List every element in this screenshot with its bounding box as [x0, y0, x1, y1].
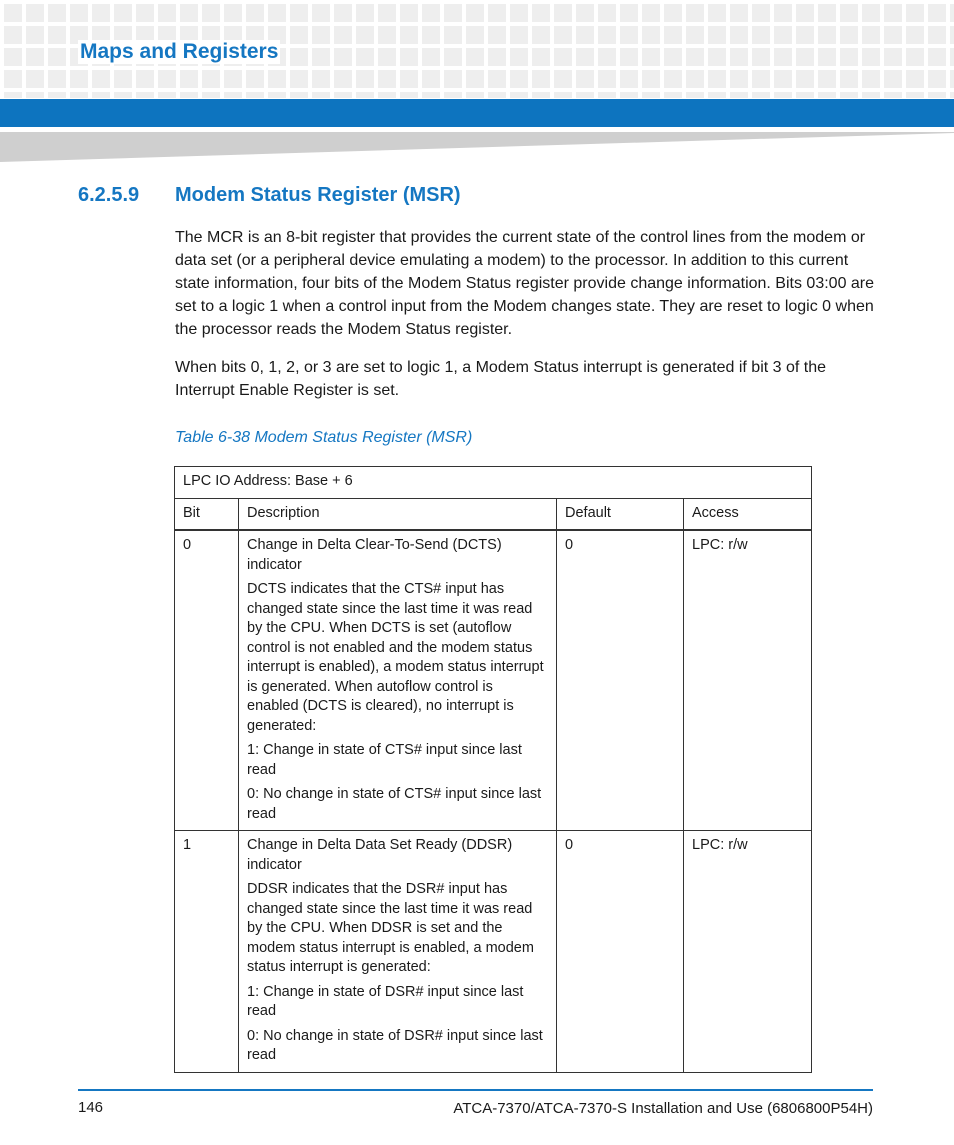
- section-heading: [78, 184, 461, 207]
- table-row: [175, 530, 812, 831]
- section-number: 6.2.5.9: [78, 184, 140, 206]
- footer-rule: [78, 1089, 873, 1091]
- description-line: Change in Delta Data Set Ready (DDSR) indicator: [247, 837, 513, 873]
- column-header-description: Description: [239, 498, 557, 530]
- description-line: Change in Delta Clear-To-Send (DCTS) indicator: [247, 537, 502, 573]
- bit-cell: 0: [175, 530, 239, 831]
- table-caption: Table 6-38 Modem Status Register (MSR): [175, 429, 473, 446]
- body-paragraph-2: When bits 0, 1, 2, or 3 are set to logic 1, a Modem Status interrupt is generated if bit 3 of the Interrupt Enable Register is set.: [175, 359, 827, 399]
- default-cell: 0: [557, 831, 684, 1073]
- description-line: DCTS indicates that the CTS# input has changed state since the last time it was read by the CPU. When DCTS is set (autoflow control is not enabled and the modem status interrupt is enabled), a modem status interrupt is generated. When autoflow control is enabled (DCTS is cleared), no interrupt is generated:: [247, 581, 544, 734]
- bit-cell: 1: [175, 831, 239, 1073]
- column-header-default: Default: [557, 498, 684, 530]
- description-cell: [239, 530, 557, 831]
- access-cell: LPC: r/w: [684, 831, 812, 1073]
- page-number: 146: [78, 1099, 104, 1116]
- register-table: [174, 466, 812, 1073]
- description-line: 0: No change in state of CTS# input since last read: [247, 786, 542, 822]
- description-line: 1: Change in state of CTS# input since last read: [247, 742, 522, 778]
- section-title: Modem Status Register (MSR): [175, 184, 461, 206]
- header-blue-bar: [0, 99, 954, 127]
- description-line: 1: Change in state of DSR# input since last read: [247, 983, 524, 1019]
- body-paragraph-1: The MCR is an 8-bit register that provides the current state of the control lines from the modem or data set (or a peripheral device emulating a modem) to the processor. In addition to this current state information, four bits of the Modem Status register provide change information. Bits 03:00 are set to a logic 1 when a control input from the Modem changes state. They are reset to logic 0 when the processor reads the Modem Status register.: [175, 229, 875, 338]
- column-header-access: Access: [684, 498, 812, 530]
- address-row: [175, 467, 812, 499]
- description-line: 0: No change in state of DSR# input since last read: [247, 1027, 543, 1063]
- header-gray-wedge: [0, 132, 954, 162]
- column-header-bit: Bit: [175, 498, 239, 530]
- access-cell: LPC: r/w: [684, 530, 812, 831]
- description-line: DDSR indicates that the DSR# input has changed state since the last time it was read by the CPU. When DDSR is set and the modem status interrupt is enabled, a modem status interrupt is generated:: [247, 881, 534, 975]
- column-header-row: [175, 498, 812, 530]
- running-header-title: Maps and Registers: [80, 40, 279, 63]
- description-cell: [239, 831, 557, 1073]
- document-title: ATCA-7370/ATCA-7370-S Installation and Use (6806800P54H): [453, 1100, 873, 1117]
- table-row: [175, 831, 812, 1073]
- default-cell: 0: [557, 530, 684, 831]
- address-cell: LPC IO Address: Base + 6: [175, 467, 812, 499]
